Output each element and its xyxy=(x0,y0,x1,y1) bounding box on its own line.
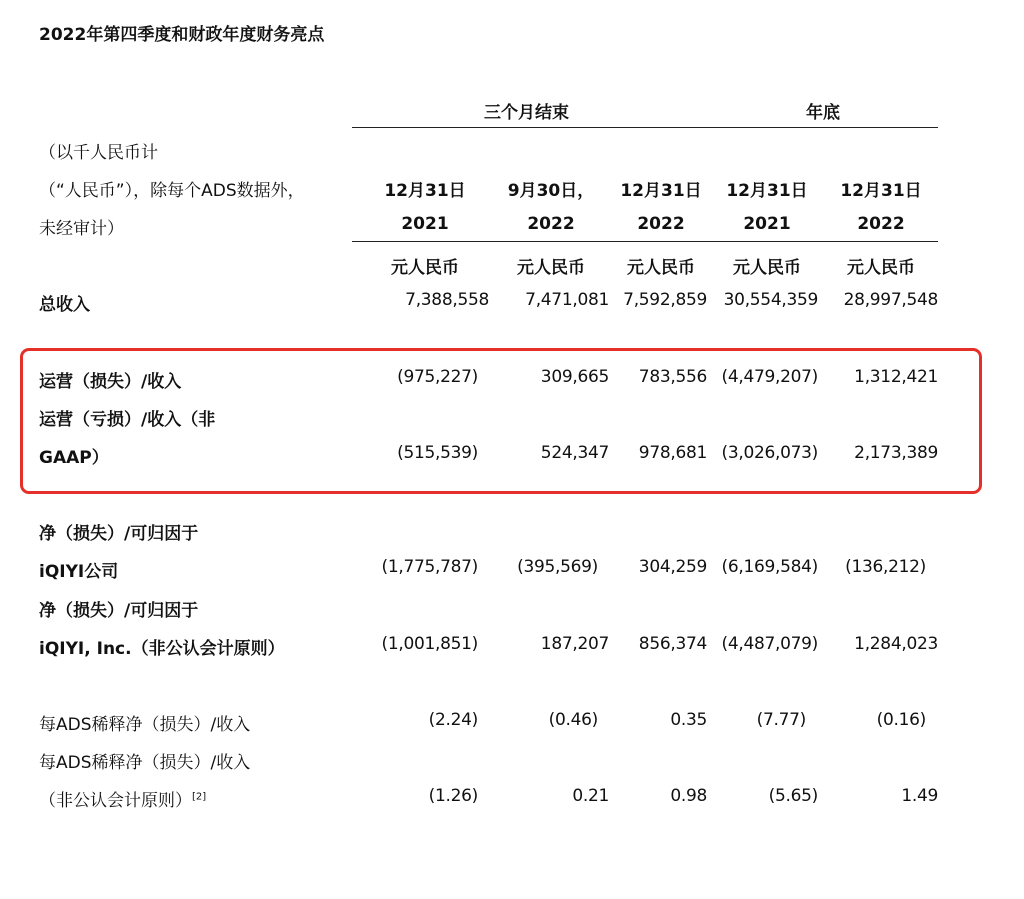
table-cell: (395,569) xyxy=(517,557,598,577)
column-currency: 元人民币 xyxy=(847,258,915,278)
table-cell: 1.49 xyxy=(901,786,938,806)
table-cell: (1.26) xyxy=(428,786,478,806)
table-cell: 2,173,389 xyxy=(854,443,938,463)
group-divider xyxy=(352,127,938,128)
row-label-eps-non-gaap: 每ADS稀释净（损失）/收入 xyxy=(39,753,251,773)
column-year: 2022 xyxy=(527,214,575,234)
column-date: 12月31日 xyxy=(726,181,808,201)
column-date: 12月31日 xyxy=(384,181,466,201)
table-cell: (3,026,073) xyxy=(721,443,818,463)
table-cell: 187,207 xyxy=(540,634,609,654)
table-cell: 0.98 xyxy=(670,786,707,806)
column-date: 12月31日 xyxy=(620,181,702,201)
table-cell: 1,312,421 xyxy=(854,367,938,387)
row-label-text: （非公认会计原则） xyxy=(39,791,192,811)
column-date: 12月31日 xyxy=(840,181,922,201)
table-cell: (4,487,079) xyxy=(721,634,818,654)
table-cell: 0.21 xyxy=(572,786,609,806)
row-label-total-revenue: 总收入 xyxy=(39,295,90,315)
table-cell: (7.77) xyxy=(756,710,806,730)
table-cell: 28,997,548 xyxy=(843,290,938,310)
table-cell: 978,681 xyxy=(638,443,707,463)
column-currency: 元人民币 xyxy=(517,258,585,278)
table-cell: 783,556 xyxy=(638,367,707,387)
column-currency: 元人民币 xyxy=(733,258,801,278)
row-label-net-income: iQIYI公司 xyxy=(39,562,119,582)
unit-note-line: （“人民币”），除每个ADS数据外， xyxy=(39,181,305,201)
table-cell: (2.24) xyxy=(428,710,478,730)
table-cell: 7,592,859 xyxy=(623,290,707,310)
column-year: 2021 xyxy=(401,214,449,234)
table-cell: (0.46) xyxy=(548,710,598,730)
page-title: 2022年第四季度和财政年度财务亮点 xyxy=(39,25,325,45)
group-header-three-months: 三个月结束 xyxy=(484,103,569,123)
row-label-net-income-non-gaap: iQIYI, Inc.（非公认会计原则） xyxy=(39,639,285,659)
row-label-net-income-non-gaap: 净（损失）/可归因于 xyxy=(39,601,199,621)
row-label-eps: 每ADS稀释净（损失）/收入 xyxy=(39,715,251,735)
table-cell: 7,471,081 xyxy=(525,290,609,310)
table-cell: (136,212) xyxy=(845,557,926,577)
column-year: 2022 xyxy=(637,214,685,234)
row-label-operating-non-gaap: GAAP） xyxy=(39,448,109,468)
table-cell: 856,374 xyxy=(638,634,707,654)
row-label-net-income: 净（损失）/可归因于 xyxy=(39,524,199,544)
column-year: 2022 xyxy=(857,214,905,234)
footnote-marker: [2] xyxy=(192,791,207,803)
column-date: 9月30日， xyxy=(507,181,595,201)
header-divider xyxy=(352,241,938,242)
table-cell: (975,227) xyxy=(397,367,478,387)
row-label-eps-non-gaap xyxy=(39,786,206,811)
group-header-year-end: 年底 xyxy=(806,103,840,123)
unit-note-line: 未经审计） xyxy=(39,219,124,239)
table-cell: 524,347 xyxy=(540,443,609,463)
table-cell: (1,775,787) xyxy=(381,557,478,577)
row-label-operating-non-gaap: 运营（亏损）/收入（非 xyxy=(39,410,216,430)
table-cell: 7,388,558 xyxy=(405,290,489,310)
table-cell: (4,479,207) xyxy=(721,367,818,387)
table-cell: (1,001,851) xyxy=(381,634,478,654)
table-cell: (5.65) xyxy=(768,786,818,806)
table-cell: 1,284,023 xyxy=(854,634,938,654)
table-cell: (0.16) xyxy=(876,710,926,730)
table-cell: 304,259 xyxy=(638,557,707,577)
table-cell: 30,554,359 xyxy=(723,290,818,310)
unit-note-line: （以千人民币计 xyxy=(39,143,158,163)
table-cell: (515,539) xyxy=(397,443,478,463)
column-year: 2021 xyxy=(743,214,791,234)
column-currency: 元人民币 xyxy=(627,258,695,278)
row-label-operating-income: 运营（损失）/收入 xyxy=(39,372,182,392)
table-cell: 309,665 xyxy=(540,367,609,387)
table-cell: (6,169,584) xyxy=(721,557,818,577)
table-cell: 0.35 xyxy=(670,710,707,730)
column-currency: 元人民币 xyxy=(391,258,459,278)
